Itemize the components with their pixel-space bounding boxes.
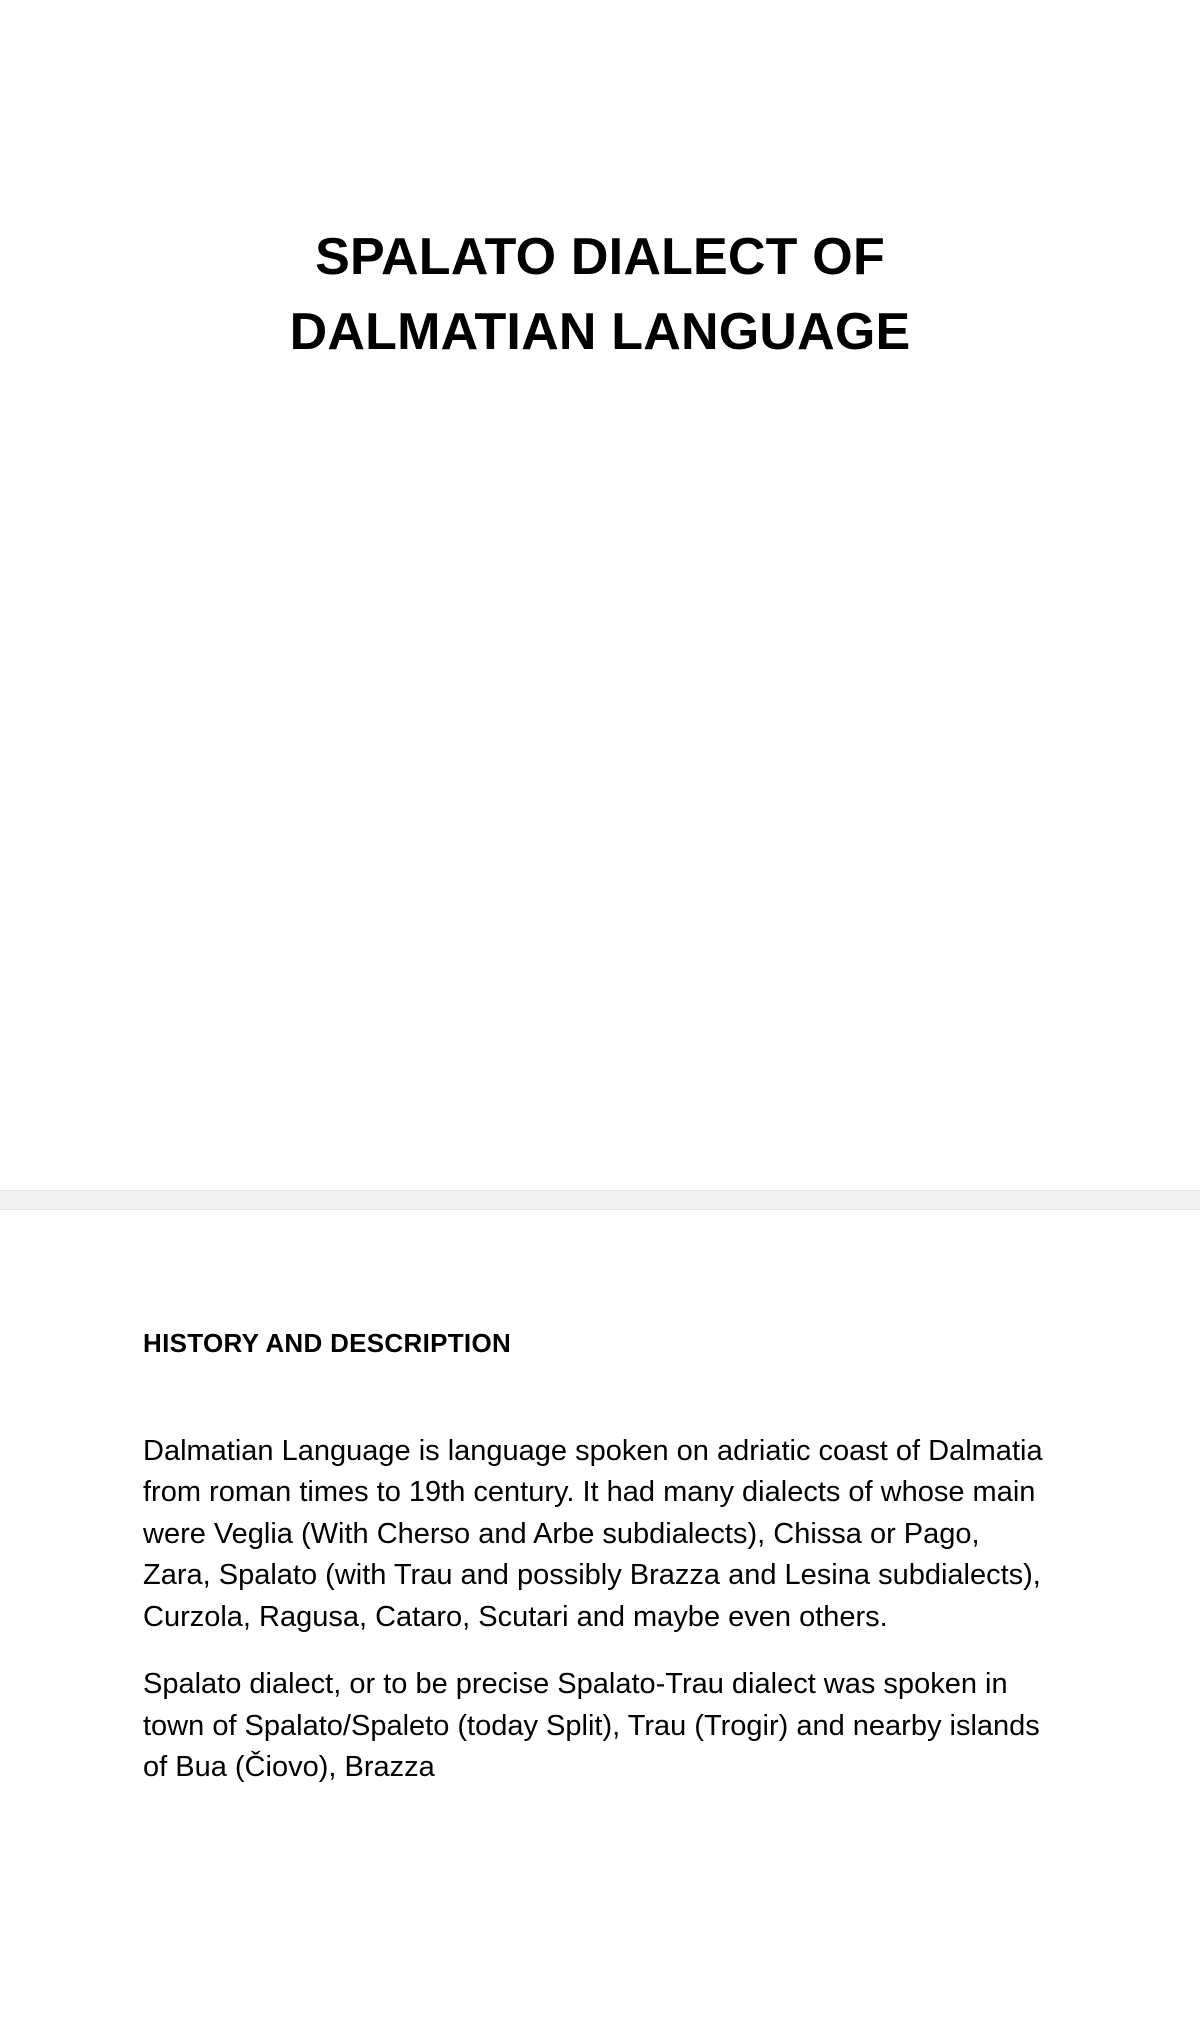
page-title (0, 220, 1200, 371)
body-paragraph: Dalmatian Language is language spoken on adriatic coast of Dalmatia from roman times to 19th century. It had many dialects of whose main were Veglia (With Cherso and Arbe subdialects), Chissa or Pago, Zara, Spalato (with Trau and possibly Brazza and Lesina subdialects), Curzola, Ragusa, Cataro, Scutari and maybe even others. (143, 1435, 1043, 1633)
content-section (0, 1210, 1200, 1789)
page-separator (0, 1190, 1200, 1210)
doc-title-line-2: DALMATIAN LANGUAGE (289, 303, 911, 362)
doc-title-line-1: SPALATO DIALECT OF (315, 227, 885, 286)
section-heading: HISTORY AND DESCRIPTION (143, 1328, 512, 1358)
body-paragraph: Spalato dialect, or to be precise Spalato-Trau dialect was spoken in town of Spalato/Spaleto (today Split), Trau (Trogir) and nearby islands of Bua (Čiovo), Brazza (143, 1668, 1040, 1784)
